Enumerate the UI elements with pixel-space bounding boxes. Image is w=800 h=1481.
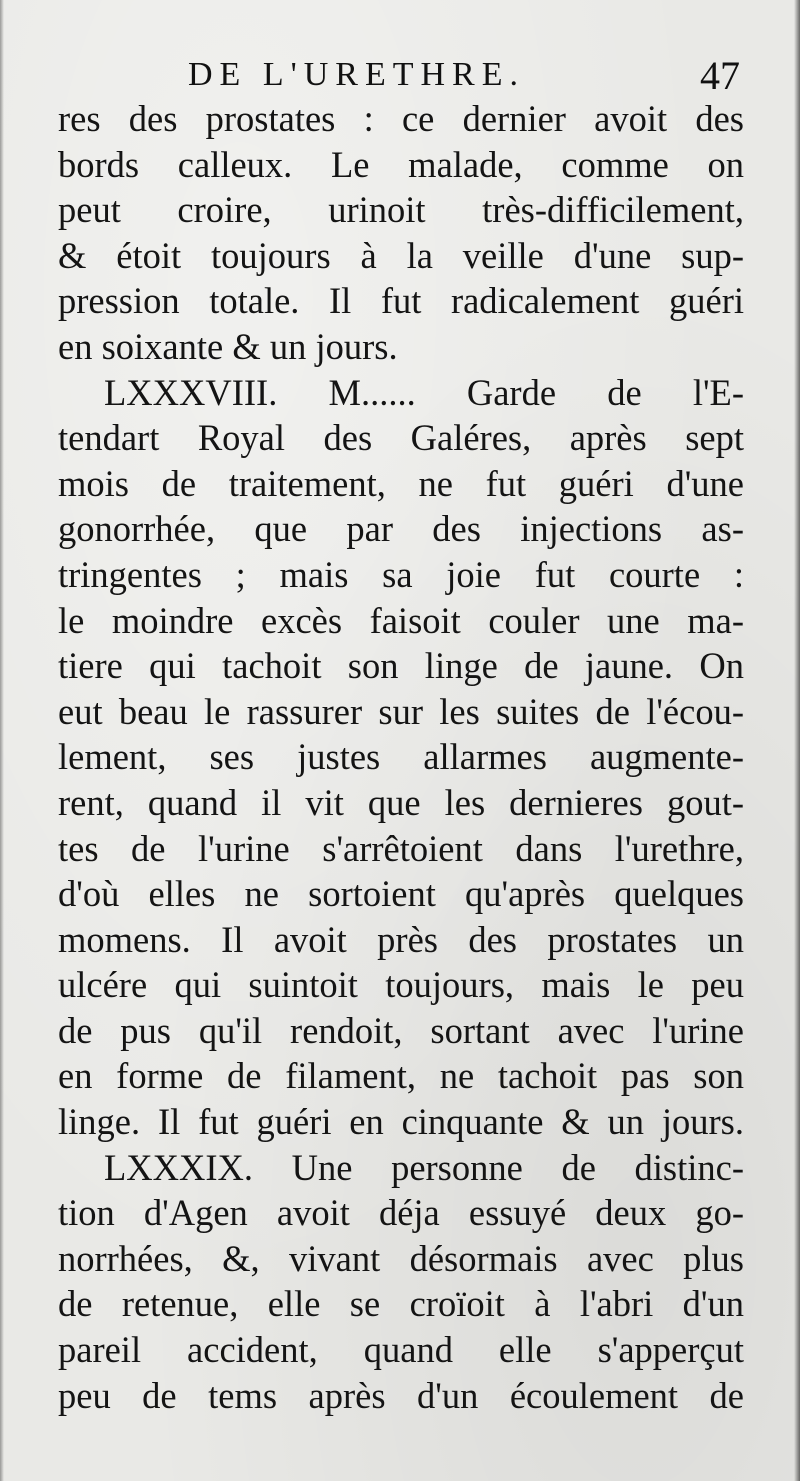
page-number: 47: [700, 53, 740, 98]
running-head: DE L'URETHRE.: [188, 56, 525, 93]
text-line: tion d'Agen avoit déja essuyé deux go-: [58, 1192, 744, 1234]
text-line: de pus qu'il rendoit, sortant avec l'urine: [58, 1009, 744, 1051]
paragraph-start-line: LXXXIX. Une personne de distinc-: [104, 1146, 744, 1188]
text-line: gonorrhée, que par des injections as-: [58, 508, 744, 550]
text-line: linge. Il fut guéri en cinquante & un jours.: [58, 1101, 744, 1143]
text-line: pression totale. Il fut radicalement guéri: [58, 280, 744, 322]
text-line: tiere qui tachoit son linge de jaune. On: [58, 645, 744, 687]
text-line: momens. Il avoit près des prostates un: [58, 918, 744, 960]
text-line: de retenue, elle se croïoit à l'abri d'un: [58, 1283, 744, 1325]
text-line: bords calleux. Le malade, comme on: [58, 143, 744, 185]
text-line: lement, ses justes allarmes augmente-: [58, 736, 744, 778]
text-line: ulcére qui suintoit toujours, mais le peu: [58, 964, 744, 1006]
text-line: rent, quand il vit que les dernieres gout-: [58, 781, 744, 823]
text-line: tringentes ; mais sa joie fut courte :: [58, 553, 744, 595]
text-line: en soixante & un jours.: [58, 325, 398, 367]
body-text: [58, 96, 744, 1418]
text-line: tes de l'urine s'arrêtoient dans l'urethre,: [58, 827, 744, 869]
text-line: eut beau le rassurer sur les suites de l'écou-: [58, 690, 744, 732]
page-edge-shadow-left: [0, 0, 4, 1481]
text-line: tendart Royal des Galéres, après sept: [58, 417, 744, 459]
text-line: d'où elles ne sortoient qu'après quelques: [58, 873, 744, 915]
page-edge-shadow-right: [794, 0, 800, 1481]
text-line: norrhées, &, vivant désormais avec plus: [58, 1237, 744, 1279]
text-line: res des prostates : ce dernier avoit des: [58, 98, 744, 139]
text-line: pareil accident, quand elle s'apperçut: [58, 1329, 744, 1371]
paragraph-start-line: LXXXVIII. M...... Garde de l'E-: [104, 371, 744, 413]
text-line: en forme de filament, ne tachoit pas son: [58, 1055, 744, 1097]
text-line: mois de traitement, ne fut guéri d'une: [58, 462, 744, 504]
page-header: [60, 52, 744, 102]
text-line: peut croire, urinoit très-difficilement,: [58, 189, 744, 231]
text-line: & étoit toujours à la veille d'une sup-: [58, 234, 744, 276]
text-line: le moindre excès faisoit couler une ma-: [58, 599, 744, 641]
text-line: peu de tems après d'un écoulement de: [58, 1374, 744, 1416]
